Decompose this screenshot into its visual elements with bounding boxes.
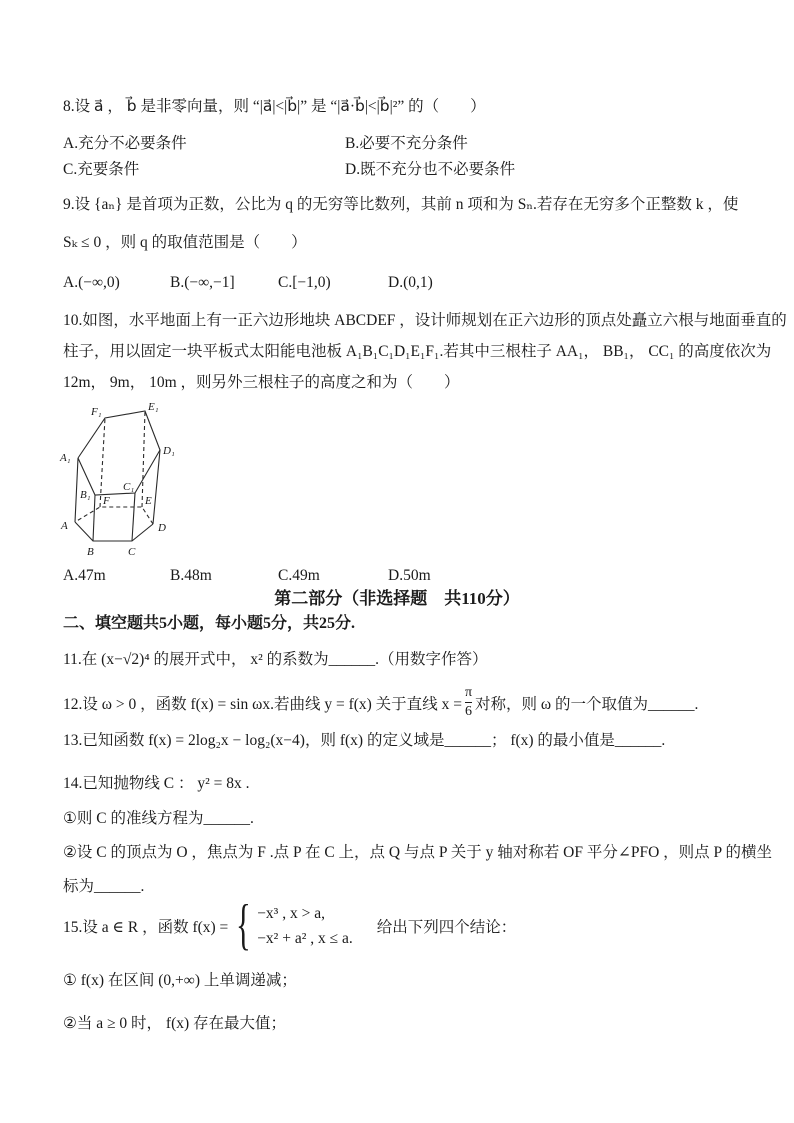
q13-stem: 13.已知函数 f(x) = 2log₂x − log₂(x−4)，则 f(x) 的定义域是______； f(x) 的最小值是______. [63,732,666,749]
q8-stem: 8.设 a⃗ ， b⃗ 是非零向量，则 “|a⃗|<|b⃗|” 是 “|a⃗·b⃗|<|b⃗|²” 的（ ） [63,98,486,115]
q9-option-d: D.(0,1) [388,274,433,291]
q8-option-a: A.充分不必要条件 [63,135,187,152]
q12-stem [63,685,698,721]
figure-label-D1: D₁ [163,445,175,457]
pillar-AA1 [75,458,78,522]
q15-stem [63,894,517,957]
bottom-face-hidden-edges [75,507,153,524]
figure-label-E: E [145,495,152,507]
q8-option-b: B.必要不充分条件 [345,135,468,152]
q15-piecewise-branches [257,905,353,948]
figure-label-D: D [158,522,166,534]
bottom-face-front-edges [75,522,153,541]
figure-label-A1: A₁ [60,452,71,464]
q15-conclusion1: ① f(x) 在区间 (0,+∞) 上单调递减； [63,972,297,989]
q12-stem-post: 对称，则 ω 的一个取值为______. [475,696,699,713]
pillar-EE1 [142,411,145,507]
q14-subquestion2-line2: 标为______. [63,878,145,895]
figure-label-A: A [61,520,68,532]
q15-branch2: −x² + a² , x ≤ a. [257,929,353,947]
q11-stem: 11.在 (x−√2)⁴ 的展开式中， x² 的系数为______.（用数字作答） [63,651,488,668]
part2-header: 第二部分（非选择题 共110分） [274,589,520,608]
pillar-FF1 [100,418,105,507]
q12-fraction [465,686,472,719]
fraction-bar [465,702,472,703]
q10-option-c: C.49m [278,567,320,584]
q10-option-a: A.47m [63,567,106,584]
q9-stem-line2: Sₖ ≤ 0 ，则 q 的取值范围是（ ） [63,234,307,251]
pillar-BB1 [93,495,95,541]
q8-option-d: D.既不充分也不必要条件 [345,161,516,178]
q15-stem-post: 给出下列四个结论： [376,919,517,936]
q9-option-b: B.(−∞,−1] [170,274,235,291]
q10-option-d: D.50m [388,567,431,584]
q15-conclusion2: ②当 a ≥ 0 时， f(x) 存在最大值； [63,1015,287,1032]
figure-label-C: C [128,546,136,558]
section2-title: 二、填空题共5小题，每小题5分，共25分. [63,615,356,632]
q12-fraction-numerator: π [464,685,473,701]
q10-stem-line1: 10.如图，水平地面上有一正六边形地块 ABCDEF ，设计师规划在正六边形的顶点处矗立六根与地面垂直的 [63,312,787,329]
figure-label-F: F [103,495,110,507]
figure-label-B: B [87,546,94,558]
hexagonal-prism-svg [55,398,270,566]
q12-stem-pre: 12.设 ω > 0 ，函数 f(x) = sin ωx.若曲线 y = f(x) 关于直线 x = [63,696,462,713]
figure-label-F1: F₁ [91,406,102,418]
q10-stem-line2: 柱子，用以固定一块平板式太阳能电池板 A₁B₁C₁D₁E₁F₁.若其中三根柱子 AA₁， BB₁， CC₁ 的高度依次为 [63,343,772,360]
pillar-CC1 [132,493,135,541]
q8-option-c: C.充要条件 [63,161,140,178]
q14-subquestion2-line1: ②设 C 的顶点为 O ，焦点为 F .点 P 在 C 上，点 Q 与点 P 关于 y 轴对称若 OF 平分∠PFO ，则点 P 的横坐 [63,844,772,861]
q15-stem-pre: 15.设 a ∈ R ，函数 f(x) = [63,919,229,936]
q10-option-b: B.48m [170,567,212,584]
hexagonal-prism-figure [55,398,270,566]
q15-branch1: −x³ , x > a, [257,904,325,922]
q9-option-a: A.(−∞,0) [63,274,120,291]
figure-label-E1: E₁ [148,401,159,413]
q9-stem-line1: 9.设 {aₙ} 是首项为正数，公比为 q 的无穷等比数列，其前 n 项和为 Sₙ.若存在无穷多个正整数 k ，使 [63,196,739,213]
figure-label-B1: B₁ [80,489,91,501]
q14-subquestion1: ①则 C 的准线方程为______. [63,810,254,827]
q10-stem-line3: 12m， 9m， 10m ，则另外三根柱子的高度之和为（ ） [63,374,460,391]
q9-option-c: C.[−1,0) [278,274,331,291]
figure-label-C1: C₁ [123,481,135,493]
piecewise-brace: { [236,894,252,957]
q12-fraction-denominator: 6 [464,704,472,719]
q14-stem-line1: 14.已知抛物线 C ： y² = 8x . [63,775,250,792]
top-face-outline [78,411,160,495]
